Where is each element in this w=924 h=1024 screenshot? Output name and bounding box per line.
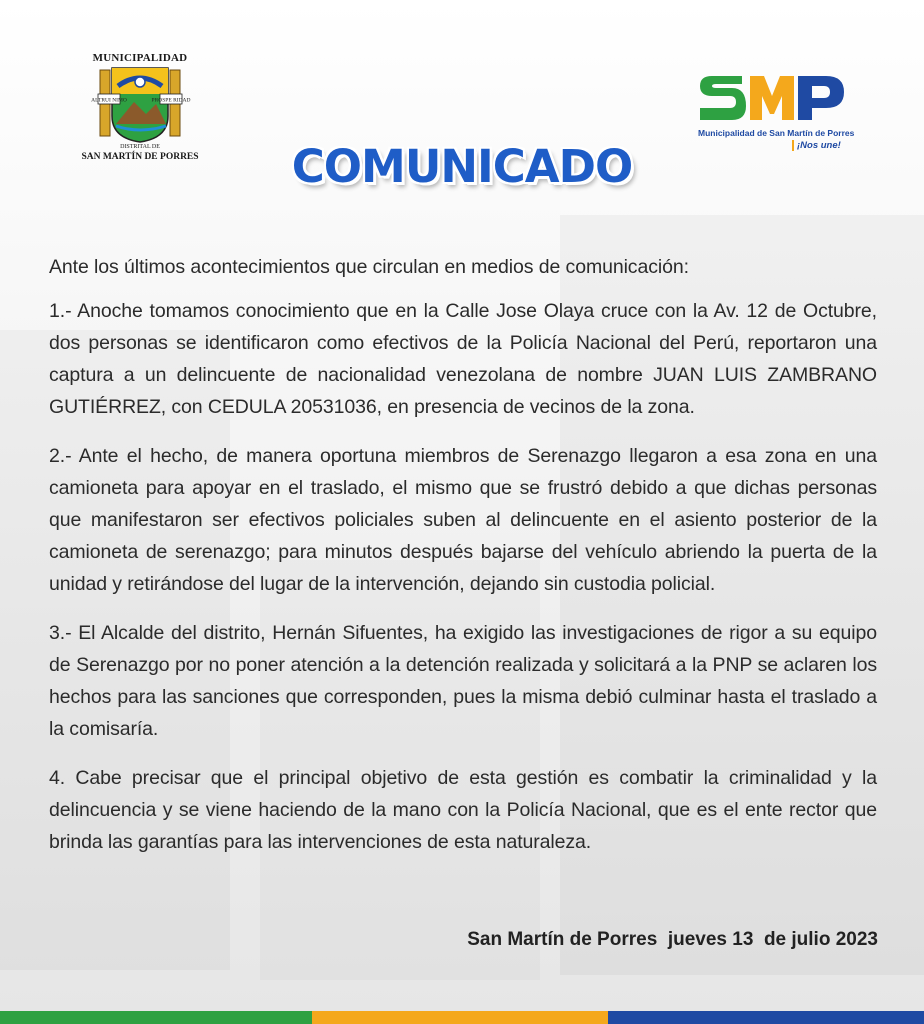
intro-paragraph: Ante los últimos acontecimientos que circulan en medios de comunicación: xyxy=(49,256,689,278)
footer-bar-green xyxy=(0,1011,312,1024)
page-title: COMUNICADO xyxy=(291,140,633,193)
crest-shield-icon xyxy=(91,64,191,144)
paragraph-2: 2.- Ante el hecho, de manera oportuna miembros de Serenazgo llegaron a esa zona en una camioneta para apoyar en el traslado, el mismo que se frustró debido a que dichas personas que manifestaron ser efectivos policiales suben al delincuente en el asiento posterior de la camioneta de serenazgo; para minutos después bajarse del vehículo abriendo la puerta de la unidad y retirándose del lugar de la intervención, dejando sin custodia policial. xyxy=(49,445,877,595)
crest-left-label: ALTRUI NIMO xyxy=(91,97,127,104)
crest-bottom-small: DISTRITAL DE xyxy=(120,144,160,150)
smp-letters-icon xyxy=(698,66,848,128)
smp-slogan: ¡Nos une! xyxy=(792,140,841,151)
crest-right-label: PROSPE RIDAD xyxy=(151,97,191,104)
crest-top-text: MUNICIPALIDAD xyxy=(92,52,188,64)
paragraph-3: 3.- El Alcalde del distrito, Hernán Sifuentes, ha exigido las investigaciones de rigor a su equipo de Serenazgo por no poner atención a la detención realizada y solicitará a la PNP se aclaren los hechos para las sanciones que corresponden, pues la misma debió culminar hasta el traslado a la comisaría. xyxy=(49,622,877,740)
smp-subtitle: Municipalidad de San Martín de Porres xyxy=(698,128,855,138)
paragraph-4: 4. Cabe precisar que el principal objetivo de esta gestión es combatir la criminalidad y la delincuencia y se viene haciendo de la mano con la Policía Nacional, que es el ente rector que brinda las garantías para las intervenciones de esta naturaleza. xyxy=(49,767,877,853)
footer-bar-blue xyxy=(608,1011,924,1024)
paragraph-1: 1.- Anoche tomamos conocimiento que en la Calle Jose Olaya cruce con la Av. 12 de Octubre, dos personas se identificaron como efectivos de la Policía Nacional del Perú, reportaron una captura a un delincuente de nacionalidad venezolana de nombre JUAN LUIS ZAMBRANO GUTIÉRREZ, con CEDULA 20531036, en presencia de vecinos de la zona. xyxy=(49,300,877,418)
date-line: San Martín de Porres jueves 13 de julio 2023 xyxy=(467,929,878,950)
communique-body xyxy=(49,251,877,875)
crest-bottom-name: SAN MARTÍN DE PORRES xyxy=(81,152,199,162)
footer-bar-orange xyxy=(312,1011,608,1024)
